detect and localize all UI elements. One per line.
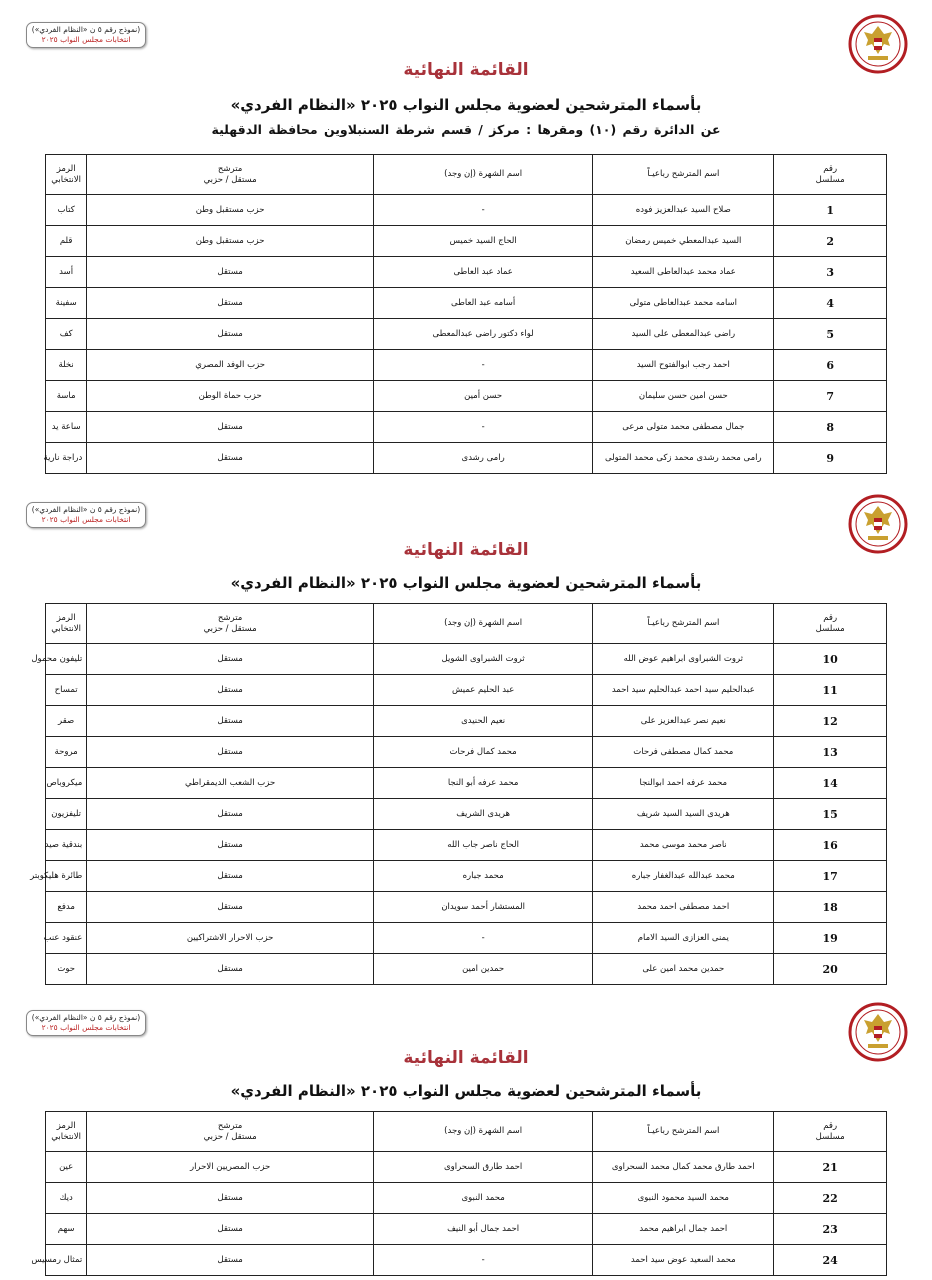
- table-row: [46, 861, 887, 892]
- cell-party: مستقل: [87, 1214, 374, 1245]
- cell-symbol: ماسة: [46, 381, 87, 412]
- cell-serial: 13: [774, 737, 887, 768]
- form-box-line1: (نموذج رقم ٥ ن «النظام الفردي»): [31, 25, 141, 34]
- cell-fame: لواء دكتور راضى عبدالمعطى: [373, 319, 592, 350]
- cell-symbol: سهم: [46, 1214, 87, 1245]
- cell-symbol: بندقية صيد: [46, 830, 87, 861]
- table-row: [46, 1183, 887, 1214]
- table-row: [46, 892, 887, 923]
- col-header-name: اسم المترشح رباعيـاً: [593, 604, 774, 644]
- col-header-party: مترشح مستقل / حزبي: [87, 155, 374, 195]
- cell-name: يمنى العزازى السيد الامام: [593, 923, 774, 954]
- cell-serial: 20: [774, 954, 887, 985]
- cell-serial: 18: [774, 892, 887, 923]
- table-row: [46, 644, 887, 675]
- cell-symbol: تليفزيون: [46, 799, 87, 830]
- col-header-fame: اسم الشهرة (إن وجد): [373, 1112, 592, 1152]
- cell-party: حزب حماة الوطن: [87, 381, 374, 412]
- cell-fame: الحاج ناصر جاب الله: [373, 830, 592, 861]
- cell-fame: أسامه عبد العاطى: [373, 288, 592, 319]
- col-header-symbol: الرمز الانتخابي: [46, 604, 87, 644]
- cell-party: مستقل: [87, 954, 374, 985]
- cell-party: مستقل: [87, 1245, 374, 1276]
- page-subtitle: بأسماء المترشحين لعضوية مجلس النواب ٢٠٢٥ «النظام الفردي»: [230, 1082, 702, 1100]
- cell-party: مستقل: [87, 892, 374, 923]
- cell-serial: 24: [774, 1245, 887, 1276]
- table-row: [46, 1152, 887, 1183]
- cell-fame: نعيم الحنيدى: [373, 706, 592, 737]
- form-box-line2: انتخابات مجلس النواب ٢٠٢٥: [41, 1023, 131, 1032]
- cell-fame: محمد جباره: [373, 861, 592, 892]
- cell-symbol: تمساح: [46, 675, 87, 706]
- cell-name: محمد السعيد عوض سيد احمد: [593, 1245, 774, 1276]
- table-row: [46, 830, 887, 861]
- cell-symbol: تليفون محمول: [46, 644, 87, 675]
- cell-fame: محمد النبوى: [373, 1183, 592, 1214]
- table-row: [46, 195, 887, 226]
- district-info: عن الدائرة رقم (١٠) ومقرها : مركز / قسم شرطة السنبلاوين محافظة الدقهلية: [211, 122, 721, 137]
- cell-fame: المستشار أحمد سويدان: [373, 892, 592, 923]
- table-row: [46, 226, 887, 257]
- table-row: [46, 737, 887, 768]
- cell-name: محمد كمال مصطفى فرحات: [593, 737, 774, 768]
- cell-name: عبدالحليم سيد احمد عبدالحليم سيد احمد: [593, 675, 774, 706]
- form-box-line2: انتخابات مجلس النواب ٢٠٢٥: [41, 515, 131, 524]
- cell-name: السيد عبدالمعطي خميس رمضان: [593, 226, 774, 257]
- cell-symbol: كف: [46, 319, 87, 350]
- candidates-table-2: [30, 603, 887, 985]
- cell-name: اسامه محمد عبدالعاطى متولى: [593, 288, 774, 319]
- cell-name: احمد طارق محمد كمال محمد السحراوى: [593, 1152, 774, 1183]
- page-subtitle: بأسماء المترشحين لعضوية مجلس النواب ٢٠٢٥ «النظام الفردي»: [230, 96, 702, 114]
- cell-name: احمد جمال ابراهيم محمد: [593, 1214, 774, 1245]
- cell-fame: محمد كمال فرحات: [373, 737, 592, 768]
- col-header-party: مترشح مستقل / حزبي: [87, 604, 374, 644]
- table-row: [46, 319, 887, 350]
- cell-party: مستقل: [87, 443, 374, 474]
- cell-name: حمدين محمد امين على: [593, 954, 774, 985]
- cell-party: مستقل: [87, 675, 374, 706]
- cell-party: حزب الوفد المصري: [87, 350, 374, 381]
- cell-name: ثروت الشبراوى ابراهيم عوض الله: [593, 644, 774, 675]
- cell-party: حزب مستقبل وطن: [87, 226, 374, 257]
- form-box-line1: (نموذج رقم ٥ ن «النظام الفردي»): [31, 1013, 141, 1022]
- cell-fame: رامى رشدى: [373, 443, 592, 474]
- page-title: القائمة النهائية: [403, 540, 529, 560]
- cell-serial: 21: [774, 1152, 887, 1183]
- page-title: القائمة النهائية: [403, 1048, 529, 1068]
- cell-party: مستقل: [87, 861, 374, 892]
- cell-party: مستقل: [87, 737, 374, 768]
- cell-name: صلاح السيد عبدالعزيز فوده: [593, 195, 774, 226]
- cell-party: مستقل: [87, 288, 374, 319]
- cell-symbol: عنقود عنب: [46, 923, 87, 954]
- cell-fame: هريدى الشريف: [373, 799, 592, 830]
- cell-name: نعيم نصر عبدالعزيز على: [593, 706, 774, 737]
- cell-party: مستقل: [87, 412, 374, 443]
- cell-serial: 23: [774, 1214, 887, 1245]
- cell-serial: 6: [774, 350, 887, 381]
- page-section-1: [0, 0, 932, 480]
- cell-party: مستقل: [87, 319, 374, 350]
- col-header-name: اسم المترشح رباعيـاً: [593, 155, 774, 195]
- page-section-2: [0, 488, 932, 988]
- candidates-table-3: [31, 1111, 887, 1276]
- col-header-serial: رقم مسلسل: [774, 1112, 887, 1152]
- cell-name: محمد عرفه احمد ابوالنجا: [593, 768, 774, 799]
- cell-symbol: طائرة هليكوبتر: [46, 861, 87, 892]
- cell-fame: عماد عبد العاطى: [373, 257, 592, 288]
- cell-symbol: مدفع: [46, 892, 87, 923]
- cell-name: محمد السيد محمود النبوى: [593, 1183, 774, 1214]
- cell-serial: 5: [774, 319, 887, 350]
- cell-fame: -: [373, 412, 592, 443]
- col-header-fame: اسم الشهرة (إن وجد): [373, 604, 592, 644]
- cell-serial: 1: [774, 195, 887, 226]
- cell-name: محمد عبدالله عبدالغفار جباره: [593, 861, 774, 892]
- cell-symbol: كتاب: [46, 195, 87, 226]
- cell-serial: 22: [774, 1183, 887, 1214]
- cell-party: حزب الشعب الديمقراطي: [87, 768, 374, 799]
- cell-symbol: أسد: [46, 257, 87, 288]
- table-row: [46, 381, 887, 412]
- cell-symbol: دراجة نارية: [46, 443, 87, 474]
- cell-serial: 11: [774, 675, 887, 706]
- col-header-name: اسم المترشح رباعيـاً: [593, 1112, 774, 1152]
- table-row: [46, 675, 887, 706]
- cell-name: رامى محمد رشدى محمد زكى محمد المتولى: [593, 443, 774, 474]
- table-header-row: [46, 604, 887, 644]
- cell-serial: 12: [774, 706, 887, 737]
- cell-symbol: ميكروباص: [46, 768, 87, 799]
- cell-name: احمد رجب ابوالفتوح السيد: [593, 350, 774, 381]
- cell-symbol: مروحة: [46, 737, 87, 768]
- table-row: [46, 768, 887, 799]
- cell-name: راضى عبدالمعطى على السيد: [593, 319, 774, 350]
- table-row: [46, 350, 887, 381]
- cell-name: عماد محمد عبدالعاطى السعيد: [593, 257, 774, 288]
- cell-fame: -: [373, 923, 592, 954]
- form-number-box: [26, 1010, 146, 1036]
- col-header-serial: رقم مسلسل: [774, 155, 887, 195]
- cell-name: هريدى السيد السيد شريف: [593, 799, 774, 830]
- col-header-fame: اسم الشهرة (إن وجد): [373, 155, 592, 195]
- table-header-row: [46, 1112, 887, 1152]
- cell-name: حسن امين حسن سليمان: [593, 381, 774, 412]
- table-row: [46, 288, 887, 319]
- form-number-box: [26, 502, 146, 528]
- cell-fame: احمد طارق السحراوى: [373, 1152, 592, 1183]
- form-number-box: [26, 22, 146, 48]
- table-row: [46, 1245, 887, 1276]
- cell-symbol: ديك: [46, 1183, 87, 1214]
- table-row: [46, 923, 887, 954]
- table-header-row: [46, 155, 887, 195]
- cell-party: مستقل: [87, 257, 374, 288]
- cell-fame: حمدين امين: [373, 954, 592, 985]
- cell-symbol: حوت: [46, 954, 87, 985]
- col-header-serial: رقم مسلسل: [774, 604, 887, 644]
- cell-party: حزب الاحرار الاشتراكيين: [87, 923, 374, 954]
- cell-name: جمال مصطفى محمد متولى مرعى: [593, 412, 774, 443]
- cell-party: مستقل: [87, 706, 374, 737]
- cell-serial: 9: [774, 443, 887, 474]
- cell-party: مستقل: [87, 830, 374, 861]
- cell-symbol: ساعة يد: [46, 412, 87, 443]
- cell-serial: 17: [774, 861, 887, 892]
- table-row: [46, 706, 887, 737]
- cell-symbol: نخلة: [46, 350, 87, 381]
- cell-serial: 16: [774, 830, 887, 861]
- cell-party: مستقل: [87, 1183, 374, 1214]
- cell-fame: محمد عرفه أبو النجا: [373, 768, 592, 799]
- candidates-table-1: [45, 154, 887, 474]
- cell-fame: -: [373, 1245, 592, 1276]
- col-header-symbol: الرمز الانتخابي: [46, 155, 87, 195]
- cell-serial: 2: [774, 226, 887, 257]
- cell-serial: 19: [774, 923, 887, 954]
- cell-symbol: قلم: [46, 226, 87, 257]
- table-row: [46, 257, 887, 288]
- cell-fame: احمد جمال أبو النيف: [373, 1214, 592, 1245]
- cell-serial: 8: [774, 412, 887, 443]
- cell-name: احمد مصطفى احمد محمد: [593, 892, 774, 923]
- cell-serial: 7: [774, 381, 887, 412]
- table-row: [46, 954, 887, 985]
- page-title: القائمة النهائية: [403, 60, 529, 80]
- cell-fame: عبد الحليم عميش: [373, 675, 592, 706]
- cell-symbol: عين: [46, 1152, 87, 1183]
- page-subtitle: بأسماء المترشحين لعضوية مجلس النواب ٢٠٢٥ «النظام الفردي»: [230, 574, 702, 592]
- cell-fame: حسن أمين: [373, 381, 592, 412]
- cell-name: ناصر محمد موسى محمد: [593, 830, 774, 861]
- col-header-party: مترشح مستقل / حزبي: [87, 1112, 374, 1152]
- form-box-line2: انتخابات مجلس النواب ٢٠٢٥: [41, 35, 131, 44]
- table-row: [46, 1214, 887, 1245]
- cell-party: حزب المصريين الاحرار: [87, 1152, 374, 1183]
- cell-fame: ثروت الشبراوى الشويل: [373, 644, 592, 675]
- cell-serial: 4: [774, 288, 887, 319]
- cell-fame: -: [373, 195, 592, 226]
- table-row: [46, 412, 887, 443]
- cell-party: مستقل: [87, 799, 374, 830]
- cell-symbol: صقر: [46, 706, 87, 737]
- cell-serial: 3: [774, 257, 887, 288]
- form-box-line1: (نموذج رقم ٥ ن «النظام الفردي»): [31, 505, 141, 514]
- cell-serial: 14: [774, 768, 887, 799]
- cell-serial: 10: [774, 644, 887, 675]
- page-section-3: [0, 998, 932, 1280]
- table-row: [46, 443, 887, 474]
- cell-symbol: تمثال رمسيس: [46, 1245, 87, 1276]
- cell-fame: الحاج السيد خميس: [373, 226, 592, 257]
- cell-serial: 15: [774, 799, 887, 830]
- table-row: [46, 799, 887, 830]
- cell-fame: -: [373, 350, 592, 381]
- cell-party: مستقل: [87, 644, 374, 675]
- cell-symbol: سفينة: [46, 288, 87, 319]
- col-header-symbol: الرمز الانتخابي: [46, 1112, 87, 1152]
- cell-party: حزب مستقبل وطن: [87, 195, 374, 226]
